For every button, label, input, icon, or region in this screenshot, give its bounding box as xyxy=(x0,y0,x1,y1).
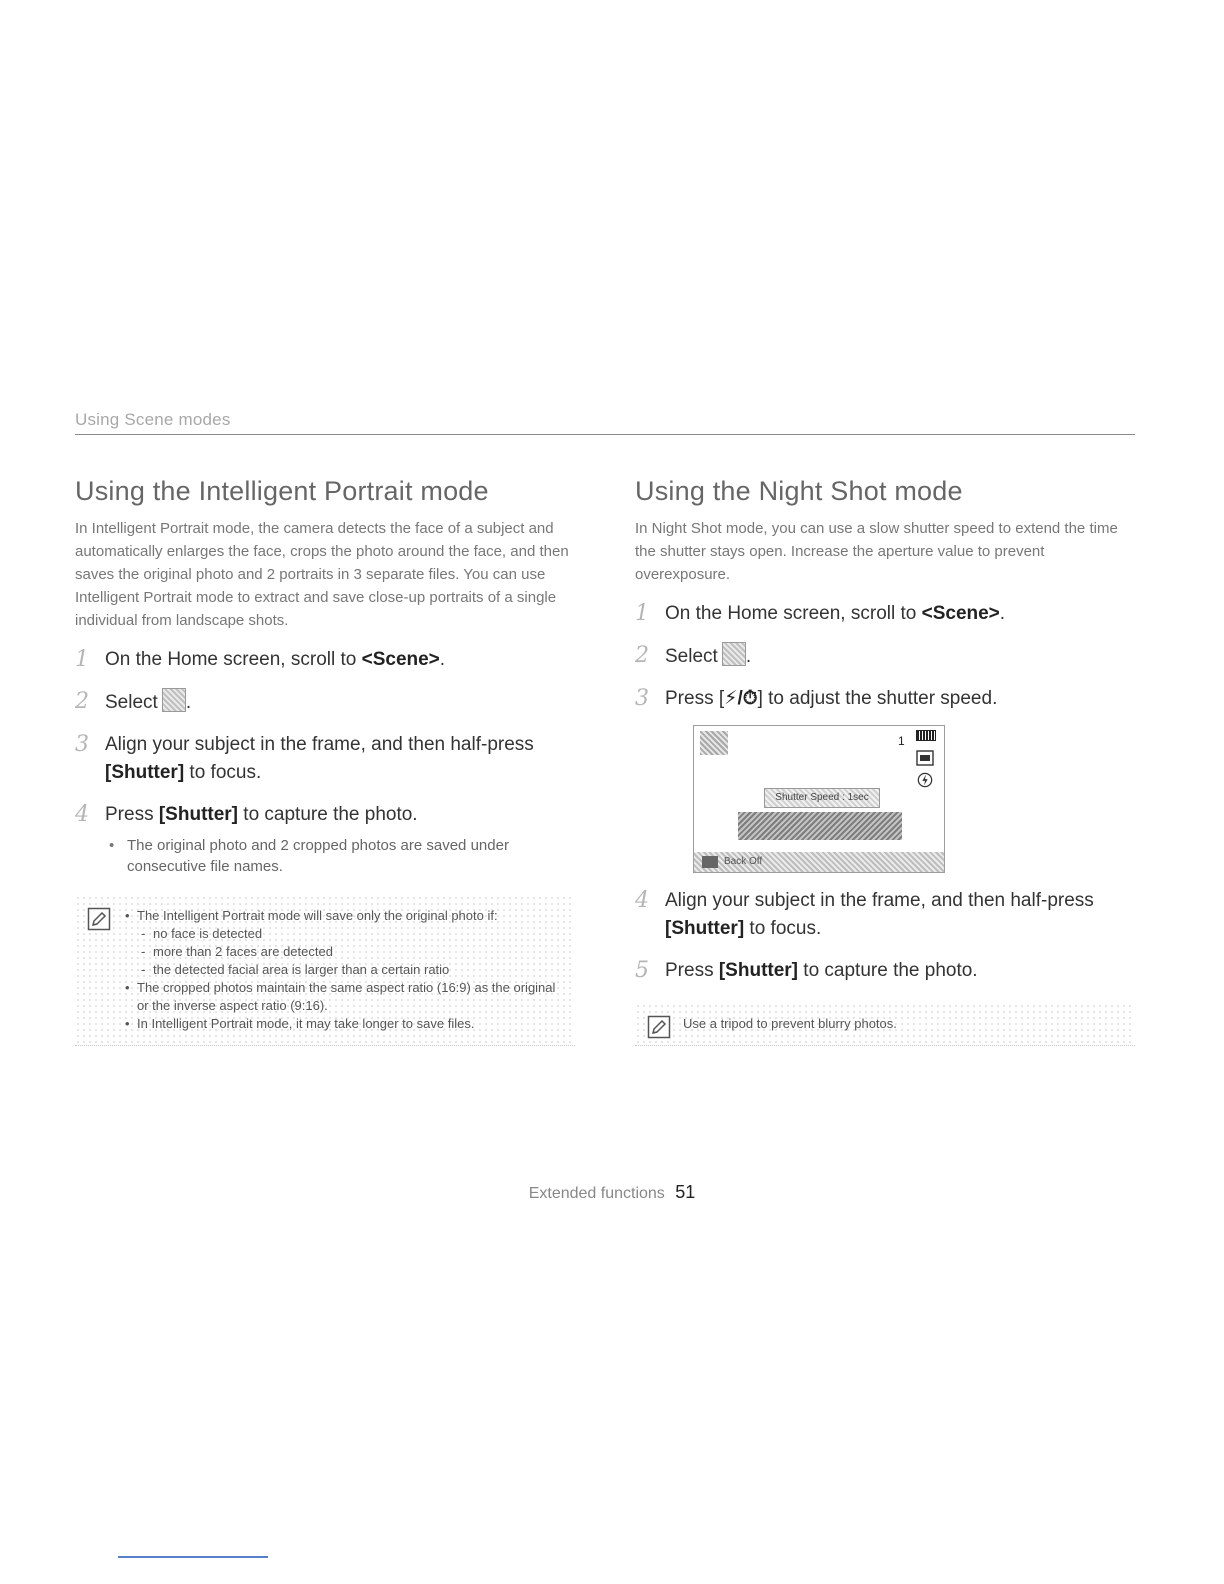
night-shot-mode-icon xyxy=(722,642,746,666)
header-rule xyxy=(75,434,1135,435)
shutter-label: [Shutter] xyxy=(665,918,745,939)
night-shot-steps xyxy=(635,600,1135,985)
step-text: Press xyxy=(105,804,159,825)
intelligent-portrait-steps xyxy=(75,646,575,877)
intelligent-portrait-intro: In Intelligent Portrait mode, the camera detects the face of a subject and automatically enlarges the face, crops the photo around the face, and then saves the original photo and 2 portraits in 3 separate files. You can use Intelligent Portrait mode to extract and save close-up portraits of a single individual from landscape shots. xyxy=(75,520,569,629)
flash-timer-label: ⚡/⏱ xyxy=(724,688,758,709)
step-text: Select xyxy=(665,646,718,667)
note-bullet: • The cropped photos maintain the same aspect ratio (16:9) as the original or the inverse aspect ratio (9:16). xyxy=(123,979,565,1015)
section-label: Using Scene modes xyxy=(75,410,231,429)
back-icon xyxy=(702,856,718,868)
step-number: 3 xyxy=(635,686,649,711)
step-5 xyxy=(635,957,1135,985)
step-1 xyxy=(635,600,1135,628)
step-text-end: to focus. xyxy=(744,918,822,939)
step-text-end: to capture the photo. xyxy=(238,804,418,825)
night-shot-note xyxy=(635,1003,1135,1046)
night-shot-intro: In Night Shot mode, you can use a slow shutter speed to extend the time the shutter stays open. Increase the aperture value to prevent overexposure. xyxy=(635,520,1118,583)
step-text-end: to focus. xyxy=(184,762,262,783)
step-number: 2 xyxy=(635,643,649,668)
note-bullet: • In Intelligent Portrait mode, it may take longer to save files. xyxy=(123,1015,565,1033)
step-text: Press xyxy=(665,960,719,981)
scene-label: <Scene> xyxy=(361,649,440,670)
step-text: Select xyxy=(105,692,158,713)
step-3 xyxy=(75,731,575,787)
note-bullet: • The Intelligent Portrait mode will save only the original photo if: xyxy=(123,907,565,925)
note-pencil-icon xyxy=(647,1015,671,1039)
intelligent-portrait-note xyxy=(75,895,575,1046)
shutter-label: [Shutter] xyxy=(158,804,239,825)
back-label: Back Off xyxy=(724,856,763,867)
step-text: On the Home screen, scroll to xyxy=(665,603,922,624)
note-pencil-icon xyxy=(87,907,111,931)
step-text-end: to capture the photo. xyxy=(798,960,978,981)
step-punct: . xyxy=(745,646,752,667)
bottom-rule xyxy=(118,1556,268,1558)
camera-screen xyxy=(693,725,945,873)
camera-bottom-bar xyxy=(694,852,944,872)
step-text: Align your subject in the frame, and then half-press xyxy=(665,890,1094,911)
step-number: 1 xyxy=(635,601,649,626)
step-punct: . xyxy=(185,692,192,713)
intelligent-portrait-title: Using the Intelligent Portrait mode xyxy=(75,476,489,506)
shutter-speed-label: Shutter Speed : 1sec xyxy=(764,788,880,808)
footer-label: Extended functions xyxy=(528,1185,665,1202)
step-text: Press [ xyxy=(665,688,725,709)
step-4 xyxy=(75,801,575,877)
step-text: On the Home screen, scroll to xyxy=(105,649,362,670)
shutter-label: [Shutter] xyxy=(105,762,185,783)
night-mode-icon xyxy=(700,731,728,755)
step-number: 2 xyxy=(75,689,89,714)
step-text: Align your subject in the frame, and then half-press xyxy=(105,734,534,755)
step-punct: . xyxy=(999,603,1006,624)
page-number: 51 xyxy=(675,1182,696,1202)
step-number: 3 xyxy=(75,732,89,757)
scene-label: <Scene> xyxy=(921,603,1000,624)
step-number: 4 xyxy=(635,888,649,913)
shutter-label: [Shutter] xyxy=(718,960,799,981)
note-text: Use a tripod to prevent blurry photos. xyxy=(683,1016,897,1031)
note-sub-item: - more than 2 faces are detected xyxy=(123,943,565,961)
left-column xyxy=(75,476,575,1046)
step-2 xyxy=(75,688,575,717)
step-number: 1 xyxy=(75,647,89,672)
image-size-icon xyxy=(916,750,934,766)
step-number: 4 xyxy=(75,802,89,827)
step-1 xyxy=(75,646,575,674)
note-sub-item: - no face is detected xyxy=(123,925,565,943)
shots-remaining: 1 xyxy=(898,734,905,748)
flash-icon xyxy=(916,772,934,788)
step-number: 5 xyxy=(635,958,649,983)
step-4-bullet: • The original photo and 2 cropped photos are saved under consecutive file names. xyxy=(105,835,575,877)
intelligent-portrait-mode-icon xyxy=(162,688,186,712)
night-shot-title: Using the Night Shot mode xyxy=(635,476,963,506)
right-column xyxy=(635,476,1135,1046)
battery-icon xyxy=(916,730,936,741)
page-footer xyxy=(0,1182,1224,1203)
step-4 xyxy=(635,887,1135,943)
step-punct: . xyxy=(439,649,446,670)
step-3 xyxy=(635,685,1135,873)
step-text-end: ] to adjust the shutter speed. xyxy=(757,688,998,709)
shutter-speed-slider xyxy=(738,812,902,840)
note-sub-item: - the detected facial area is larger than a certain ratio xyxy=(123,961,565,979)
step-2 xyxy=(635,642,1135,671)
